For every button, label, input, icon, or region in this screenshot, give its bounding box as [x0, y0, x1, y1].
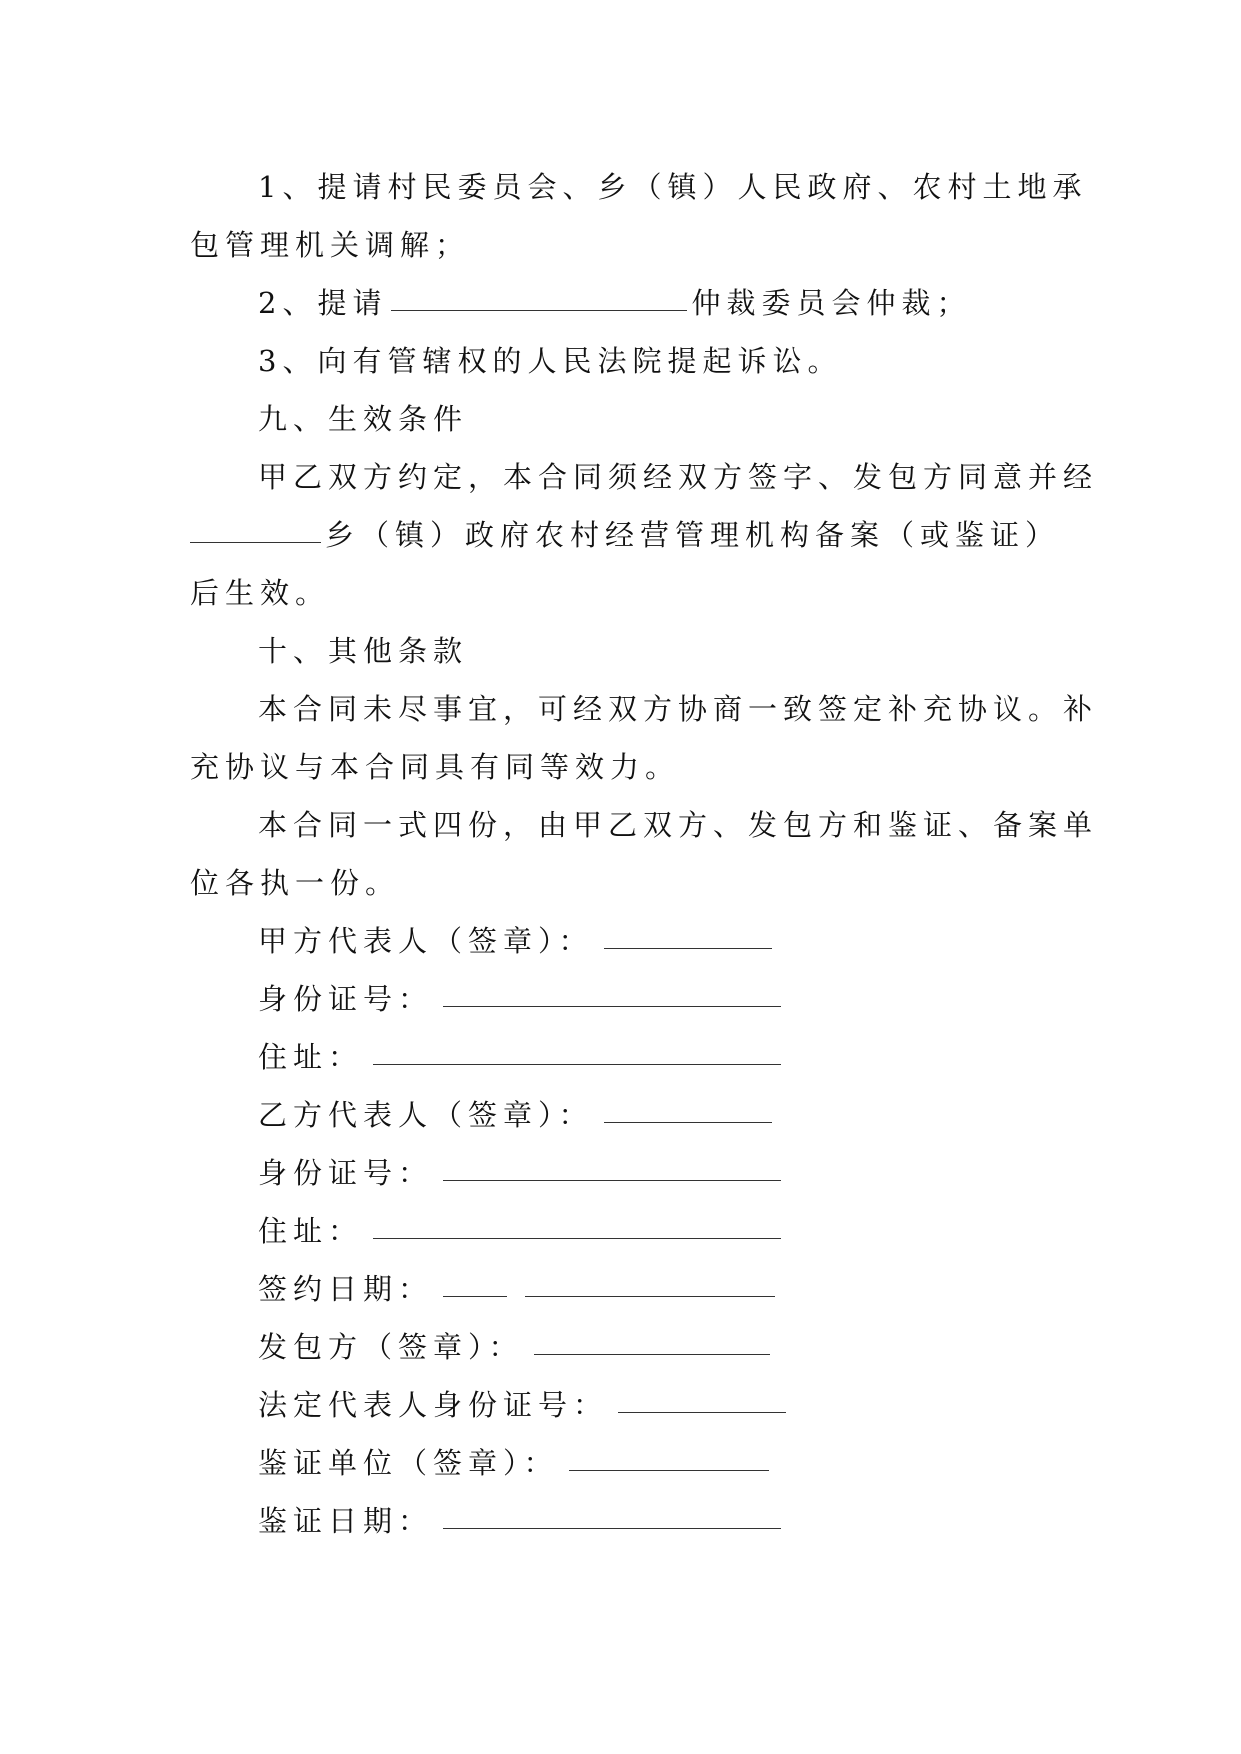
party-b-id-blank — [443, 1154, 781, 1181]
effect-paragraph-line-3 — [190, 564, 1060, 622]
document-page — [190, 158, 1099, 1550]
section-heading-other — [190, 622, 1060, 680]
party-a-representative-label: 甲方代表人（签章）： — [258, 924, 594, 958]
effect-paragraph-text-end: 后生效。 — [190, 576, 331, 610]
effect-paragraph-line-2 — [190, 506, 1060, 564]
verify-date-label: 鉴证日期： — [258, 1504, 434, 1538]
section-heading-other-text: 十、其他条款 — [258, 634, 469, 668]
section-heading-effect-text: 九、生效条件 — [258, 402, 469, 436]
sign-date-blank-1 — [443, 1270, 507, 1297]
party-a-id-blank — [443, 980, 781, 1007]
verify-date-blank — [443, 1502, 781, 1529]
sign-date-label: 签约日期： — [258, 1272, 434, 1306]
dispute-item-1-text-cont: 包管理机关调解； — [190, 228, 471, 262]
other-paragraph-2-text: 本合同一式四份，由甲乙双方、发包方和鉴证、备案单 — [258, 808, 1099, 842]
contractor-blank — [534, 1328, 770, 1355]
party-b-representative-row — [190, 1086, 1060, 1144]
dispute-item-3 — [190, 332, 1060, 390]
dispute-item-2 — [190, 274, 1060, 332]
arbitration-committee-blank — [391, 284, 687, 311]
party-a-address-blank — [373, 1038, 781, 1065]
verify-unit-label: 鉴证单位（签章）： — [258, 1446, 559, 1480]
effect-paragraph-line-1 — [190, 448, 1099, 506]
other-paragraph-2-text-cont: 位各执一份。 — [190, 866, 401, 900]
other-paragraph-1-line-2 — [190, 738, 1060, 796]
other-paragraph-2-line-2 — [190, 854, 1060, 912]
other-paragraph-2-line-1 — [190, 796, 1099, 854]
party-b-id-label: 身份证号： — [258, 1156, 434, 1190]
party-b-representative-blank — [604, 1096, 772, 1123]
dispute-item-2-suffix: 仲裁委员会仲裁； — [691, 286, 972, 320]
dispute-item-2-prefix: 2、提请 — [258, 286, 388, 320]
other-paragraph-1-text-cont: 充协议与本合同具有同等效力。 — [190, 750, 681, 784]
party-a-representative-row — [190, 912, 1060, 970]
section-heading-effect — [190, 390, 1060, 448]
effect-paragraph-text: 甲乙双方约定，本合同须经双方签字、发包方同意并经 — [258, 460, 1099, 494]
other-paragraph-1-text: 本合同未尽事宜，可经双方协商一致签定补充协议。补 — [258, 692, 1099, 726]
party-a-id-label: 身份证号： — [258, 982, 434, 1016]
dispute-item-1-line-2 — [190, 216, 1060, 274]
party-b-address-blank — [373, 1212, 781, 1239]
dispute-item-1-text: 1、提请村民委员会、乡（镇）人民政府、农村土地承 — [258, 170, 1088, 204]
party-b-id-row — [190, 1144, 1060, 1202]
party-a-address-row — [190, 1028, 1060, 1086]
party-a-id-row — [190, 970, 1060, 1028]
party-a-address-label: 住址： — [258, 1040, 364, 1074]
legal-rep-id-label: 法定代表人身份证号： — [258, 1388, 609, 1422]
verify-date-row — [190, 1492, 1060, 1550]
party-b-address-row — [190, 1202, 1060, 1260]
party-b-address-label: 住址： — [258, 1214, 364, 1248]
verify-unit-row — [190, 1434, 1060, 1492]
contractor-row — [190, 1318, 1060, 1376]
verify-unit-blank — [569, 1444, 769, 1471]
dispute-item-1-line-1 — [190, 158, 1088, 216]
sign-date-blank-2 — [525, 1270, 775, 1297]
other-paragraph-1-line-1 — [190, 680, 1099, 738]
legal-rep-id-blank — [618, 1386, 786, 1413]
contractor-label: 发包方（签章）： — [258, 1330, 524, 1364]
township-blank — [190, 516, 321, 543]
legal-rep-id-row — [190, 1376, 1060, 1434]
sign-date-row — [190, 1260, 1060, 1318]
party-b-representative-label: 乙方代表人（签章）： — [258, 1098, 594, 1132]
dispute-item-3-text: 3、向有管辖权的人民法院提起诉讼。 — [258, 344, 843, 378]
effect-paragraph-text-cont: 乡（镇）政府农村经营管理机构备案（或鉴证） — [324, 518, 1060, 552]
party-a-representative-blank — [604, 922, 772, 949]
